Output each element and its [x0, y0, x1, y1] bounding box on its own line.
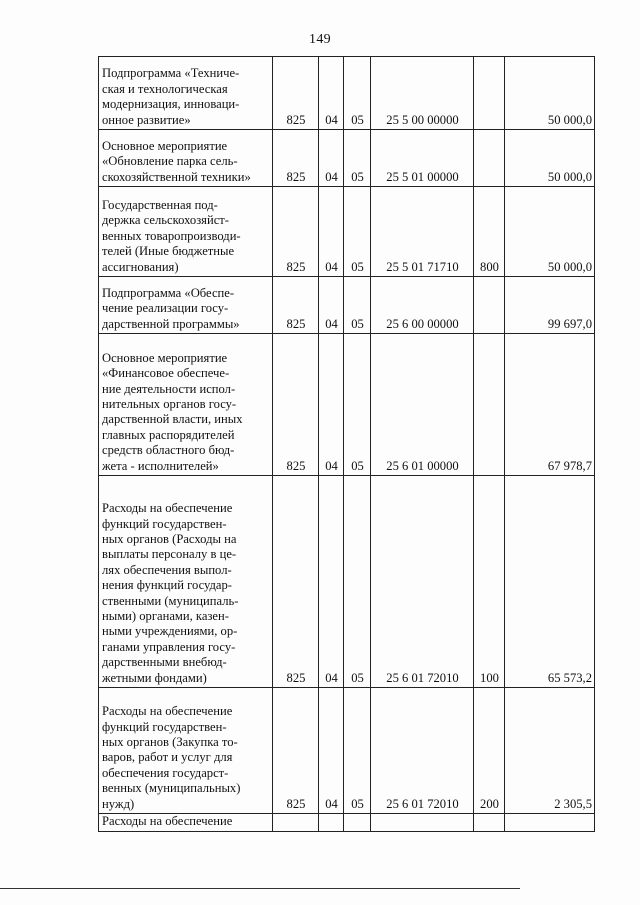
amount-cell: 67 978,7: [505, 334, 595, 476]
table-row: [99, 476, 595, 688]
row-name-cell: Государственная под- держка сельскохозяйст- венных товаропроизводи- телей (Иные бюджетные ассигнования): [99, 187, 273, 277]
row-name-cell: Расходы на обеспечение: [99, 814, 273, 832]
row-name-cell: Подпрограмма «Обеспе- чение реализации госу- дарственной программы»: [99, 277, 273, 334]
table-row: [99, 814, 595, 832]
section-cell: 04: [319, 334, 344, 476]
grbs-cell: 825: [273, 476, 319, 688]
row-name-cell: Подпрограмма «Техниче- ская и технологическая модернизация, инноваци- онное развитие»: [99, 57, 273, 130]
section-cell: [319, 814, 344, 832]
section-cell: 04: [319, 277, 344, 334]
row-name-cell: Основное мероприятие «Обновление парка сель- скохозяйственной техники»: [99, 130, 273, 187]
amount-cell: 50 000,0: [505, 57, 595, 130]
section-cell: 04: [319, 57, 344, 130]
subsection-cell: 05: [344, 57, 371, 130]
grbs-cell: [273, 814, 319, 832]
expense-type-cell: [474, 334, 505, 476]
target-article-cell: 25 6 01 00000: [371, 334, 474, 476]
target-article-cell: 25 6 00 00000: [371, 277, 474, 334]
expense-type-cell: [474, 277, 505, 334]
table-row: [99, 187, 595, 277]
section-cell: 04: [319, 130, 344, 187]
target-article-cell: [371, 814, 474, 832]
row-name-cell: Расходы на обеспечение функций государствен- ных органов (Расходы на выплаты персоналу в це- лях обеспечения выпол- нения функций государ- ственными (муниципаль- ными) органами, казен- ными учреждениями, ор- ганами управления госу- дарственными внебюд- жетными фондами): [99, 476, 273, 688]
expense-type-cell: [474, 130, 505, 187]
section-cell: 04: [319, 688, 344, 814]
amount-cell: [505, 814, 595, 832]
table-row: [99, 130, 595, 187]
grbs-cell: 825: [273, 334, 319, 476]
grbs-cell: 825: [273, 688, 319, 814]
row-name-cell: Основное мероприятие «Финансовое обеспече- ние деятельности испол- нительных органов госу- дарственной власти, иных главных распорядителей средств областного бюд- жета - исполнителей»: [99, 334, 273, 476]
subsection-cell: 05: [344, 187, 371, 277]
subsection-cell: 05: [344, 334, 371, 476]
amount-cell: 50 000,0: [505, 187, 595, 277]
table-row: [99, 688, 595, 814]
target-article-cell: 25 5 01 71710: [371, 187, 474, 277]
target-article-cell: 25 5 00 00000: [371, 57, 474, 130]
grbs-cell: 825: [273, 187, 319, 277]
section-cell: 04: [319, 476, 344, 688]
amount-cell: 50 000,0: [505, 130, 595, 187]
table-row: [99, 334, 595, 476]
grbs-cell: 825: [273, 277, 319, 334]
target-article-cell: 25 5 01 00000: [371, 130, 474, 187]
amount-cell: 2 305,5: [505, 688, 595, 814]
expense-type-cell: 800: [474, 187, 505, 277]
subsection-cell: [344, 814, 371, 832]
grbs-cell: 825: [273, 130, 319, 187]
grbs-cell: 825: [273, 57, 319, 130]
table-row: [99, 277, 595, 334]
expense-type-cell: 100: [474, 476, 505, 688]
target-article-cell: 25 6 01 72010: [371, 688, 474, 814]
expense-type-cell: [474, 57, 505, 130]
expense-type-cell: 200: [474, 688, 505, 814]
expense-type-cell: [474, 814, 505, 832]
subsection-cell: 05: [344, 688, 371, 814]
table-row: [99, 57, 595, 130]
subsection-cell: 05: [344, 277, 371, 334]
budget-table: [98, 56, 595, 832]
subsection-cell: 05: [344, 476, 371, 688]
page-number: 149: [309, 32, 331, 47]
target-article-cell: 25 6 01 72010: [371, 476, 474, 688]
subsection-cell: 05: [344, 130, 371, 187]
footer-rule: [0, 888, 520, 889]
amount-cell: 99 697,0: [505, 277, 595, 334]
amount-cell: 65 573,2: [505, 476, 595, 688]
section-cell: 04: [319, 187, 344, 277]
row-name-cell: Расходы на обеспечение функций государствен- ных органов (Закупка то- варов, работ и услуг для обеспечения государст- венных (муниципальных) нужд): [99, 688, 273, 814]
